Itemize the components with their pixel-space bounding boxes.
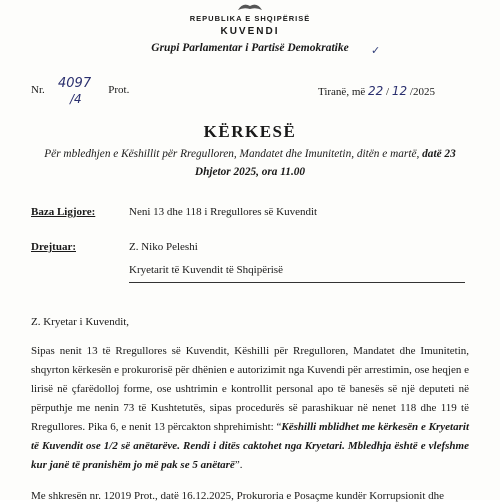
republic-heading: REPUBLIKA E SHQIPËRISË: [189, 14, 311, 23]
handwritten-month: 12: [391, 84, 408, 98]
body-paragraph: [31, 342, 469, 475]
addressee-title: Kryetarit të Kuvendit të Shqipërisë: [129, 264, 283, 276]
legal-basis-value: Neni 13 dhe 118 i Rregullores së Kuvendit: [129, 206, 318, 218]
handwritten-nr-sub: /4: [70, 92, 82, 106]
body-next-line: Me shkresën nr. 12019 Prot., datë 16.12.2025, Prokuroria e Posaçme kundër Korrupsionit dhe: [31, 490, 445, 502]
year-text: /2025: [409, 86, 435, 98]
handwritten-check-icon: ✓: [371, 45, 381, 57]
addressee-label: Drejtuar:: [31, 241, 76, 253]
legal-basis-label: Baza Ligjore:: [31, 206, 96, 218]
document-title: KËRKESË: [203, 122, 297, 141]
para-end: ”.: [234, 459, 243, 471]
salutation: Z. Kryetar i Kuvendit,: [31, 316, 130, 328]
handwritten-day: 22: [368, 84, 384, 98]
emblem-icon: [236, 0, 264, 12]
para-quote-bold: Këshilli mblidhet me kërkesën e Kryetarit të Kuvendit ose 1/2 së anëtarëve: [31, 421, 469, 452]
prot-label: Prot.: [108, 84, 130, 96]
document-subtitle: [40, 145, 460, 181]
handwritten-nr: 4097: [58, 76, 92, 91]
para-quote-rest: . Rendi i ditës caktohet nga Kryetari. Mbledhja është e vlefshme kur janë të pranishëm jo më pak se 5 anëtarë: [31, 440, 469, 471]
place-label: Tiranë, më: [318, 86, 366, 98]
subtitle-text: Për mbledhjen e Këshillit për Rregulloren, Mandatet dhe Imunitetin, ditën e martë,: [44, 148, 420, 160]
parliamentary-group: Grupi Parlamentar i Partisë Demokratike: [151, 42, 349, 54]
date-line: Tiranë, më 22 / 12 /2025: [318, 84, 435, 98]
assembly-heading: KUVENDI: [220, 26, 280, 37]
subtitle-date: datë 23 Dhjetor 2025, ora 11.00: [194, 148, 456, 178]
addressee-name: Z. Niko Peleshi: [129, 241, 198, 253]
divider: [129, 282, 465, 283]
nr-label: Nr.: [31, 84, 45, 96]
para-text: Sipas nenit 13 të Rregullores së Kuvendit, Këshilli për Rregulloren, Mandatet dhe Imunitetin, shqyrton kërkesën e prokurorisë për dhënien e autorizimit nga Kuvendi për arrestimin, ose heqjen e lirisë në çfarëdolloj forme, ose ushtrimin e kontrollit personal apo të banesës së një deputeti në përputhje me nenin 73 të Kushtetutës, sipas procedurës së parashikuar në nenet 118 dhe 119 të Rregullores. Pika 6, e nenit 13 përcakton shprehimisht: “: [31, 345, 469, 433]
